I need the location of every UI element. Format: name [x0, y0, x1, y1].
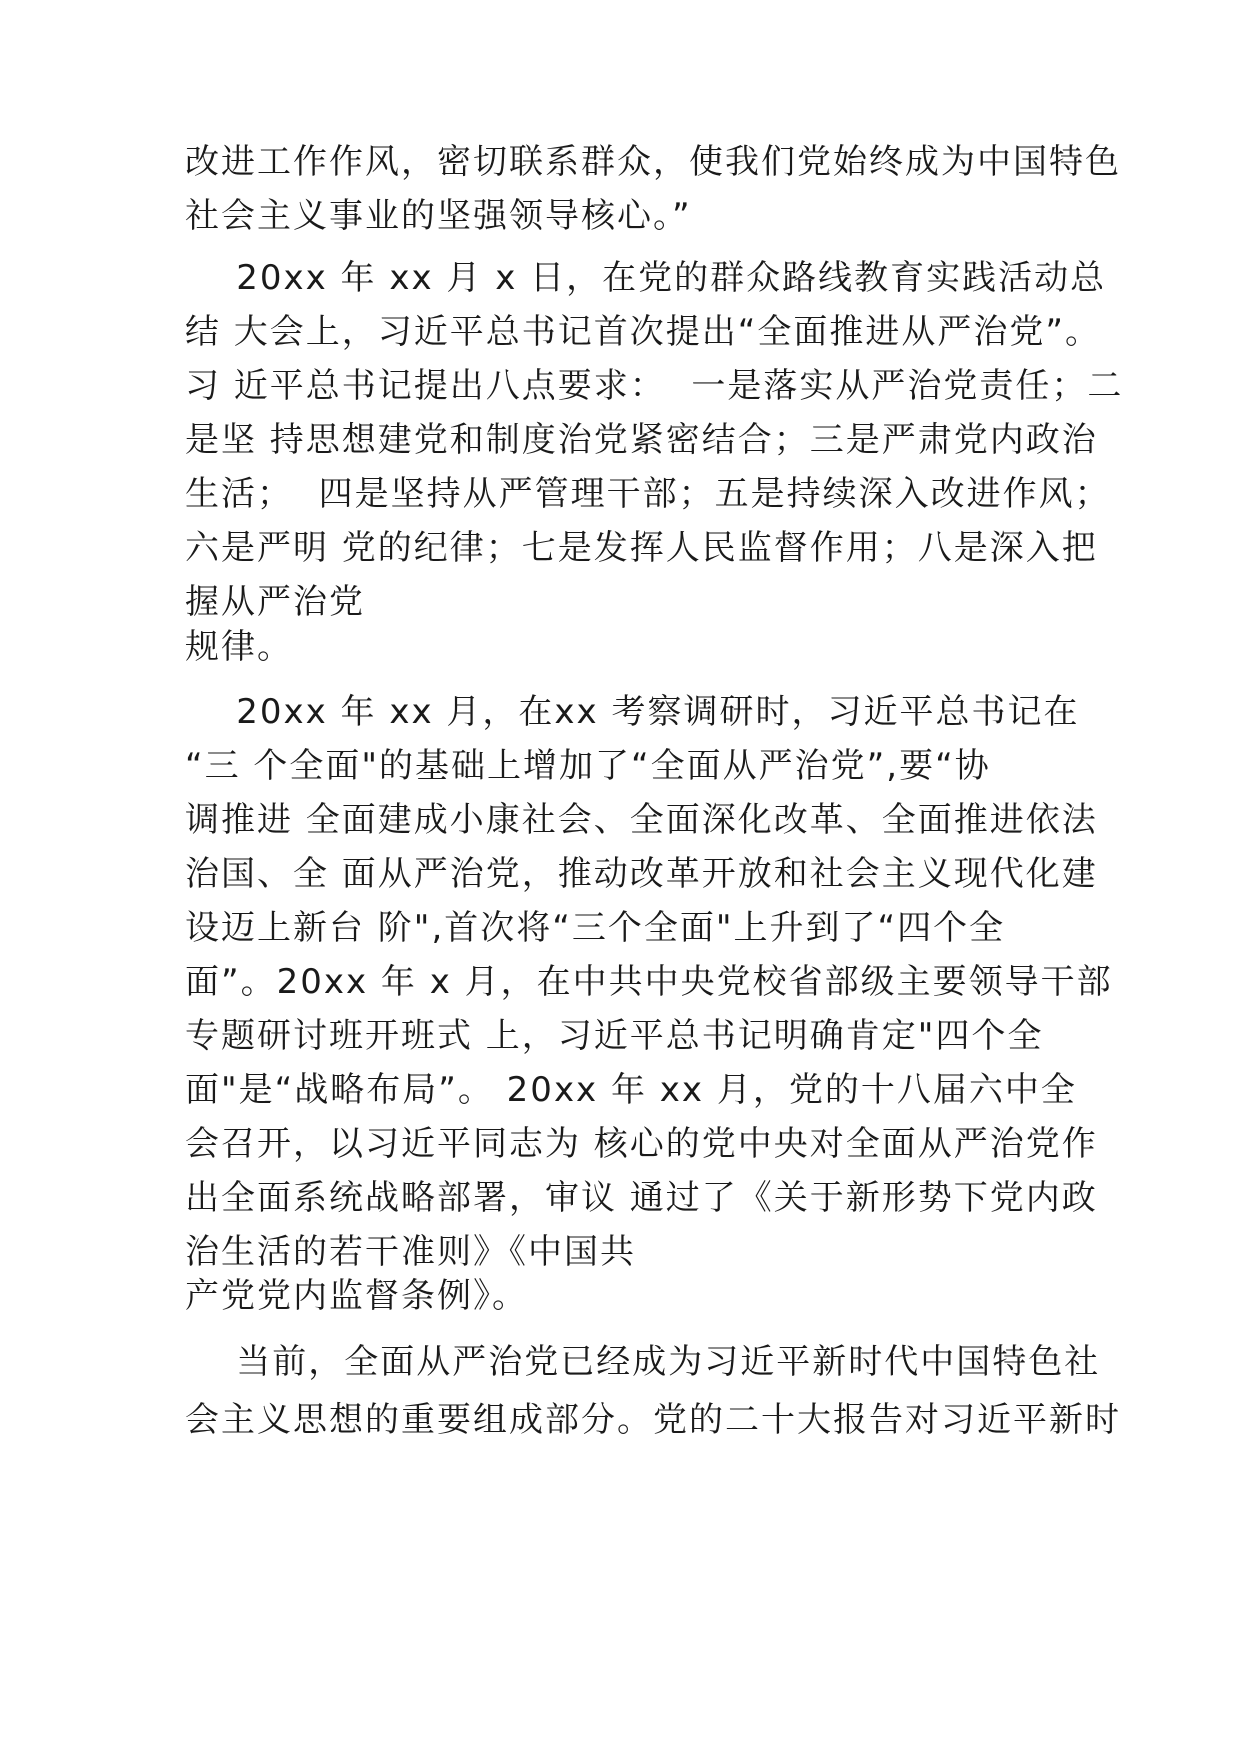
- paragraph-1-line-2: 社会主义事业的坚强领导核心。”: [185, 196, 692, 236]
- paragraph-3-line-3: 调推进 全面建成小康社会、全面深化改革、全面推进依法: [185, 800, 1098, 840]
- paragraph-2-line-6: 六是严明 党的纪律；七是发挥人民监督作用；八是深入把: [185, 528, 1098, 568]
- paragraph-2-line-4: 是坚 持思想建党和制度治党紧密结合；三是严肃党内政治: [185, 420, 1098, 460]
- paragraph-3-line-10: 出全面系统战略部署，审议 通过了《关于新形势下党内政: [185, 1178, 1098, 1218]
- paragraph-3-line-2: “三 个全面"的基础上增加了“全面从严治党”,要“协: [185, 746, 991, 786]
- paragraph-3-line-8: 面"是“战略布局”。 20xx 年 xx 月，党的十八届六中全: [185, 1070, 1077, 1110]
- paragraph-3-line-1: 20xx 年 xx 月，在xx 考察调研时，习近平总书记在: [185, 692, 1080, 732]
- paragraph-3-line-7: 专题研讨班开班式 上，习近平总书记明确肯定"四个全: [185, 1016, 1044, 1056]
- paragraph-3-line-9: 会召开，以习近平同志为 核心的党中央对全面从严治党作: [185, 1124, 1098, 1164]
- paragraph-2-line-3: 习 近平总书记提出八点要求： 一是落实从严治党责任；二: [185, 366, 1124, 406]
- paragraph-2-line-8: 规律。: [185, 627, 293, 667]
- paragraph-4-line-2: 会主义思想的重要组成部分。党的二十大报告对习近平新时: [185, 1400, 1121, 1440]
- paragraph-3-line-5: 设迈上新台 阶",首次将“三个全面"上升到了“四个全: [185, 908, 1006, 948]
- paragraph-3-line-6: 面”。20xx 年 x 月，在中共中央党校省部级主要领导干部: [185, 962, 1113, 1002]
- paragraph-3-line-12: 产党党内监督条例》。: [185, 1276, 528, 1316]
- paragraph-3-line-4: 治国、全 面从严治党，推动改革开放和社会主义现代化建: [185, 854, 1098, 894]
- paragraph-2-line-5: 生活； 四是坚持从严管理干部；五是持续深入改进作风；: [185, 474, 1111, 514]
- paragraph-2-line-7: 握从严治党: [185, 582, 365, 622]
- paragraph-3-line-11: 治生活的若干准则》《中国共: [185, 1232, 636, 1272]
- paragraph-2-line-1: 20xx 年 xx 月 x 日，在党的群众路线教育实践活动总: [185, 258, 1107, 298]
- paragraph-1-line-1: 改进工作作风，密切联系群众，使我们党始终成为中国特色: [185, 142, 1121, 182]
- paragraph-2-line-2: 结 大会上，习近平总书记首次提出“全面推进从严治党”。: [185, 312, 1102, 352]
- paragraph-4-line-1: 当前，全面从严治党已经成为习近平新时代中国特色社: [185, 1342, 1101, 1382]
